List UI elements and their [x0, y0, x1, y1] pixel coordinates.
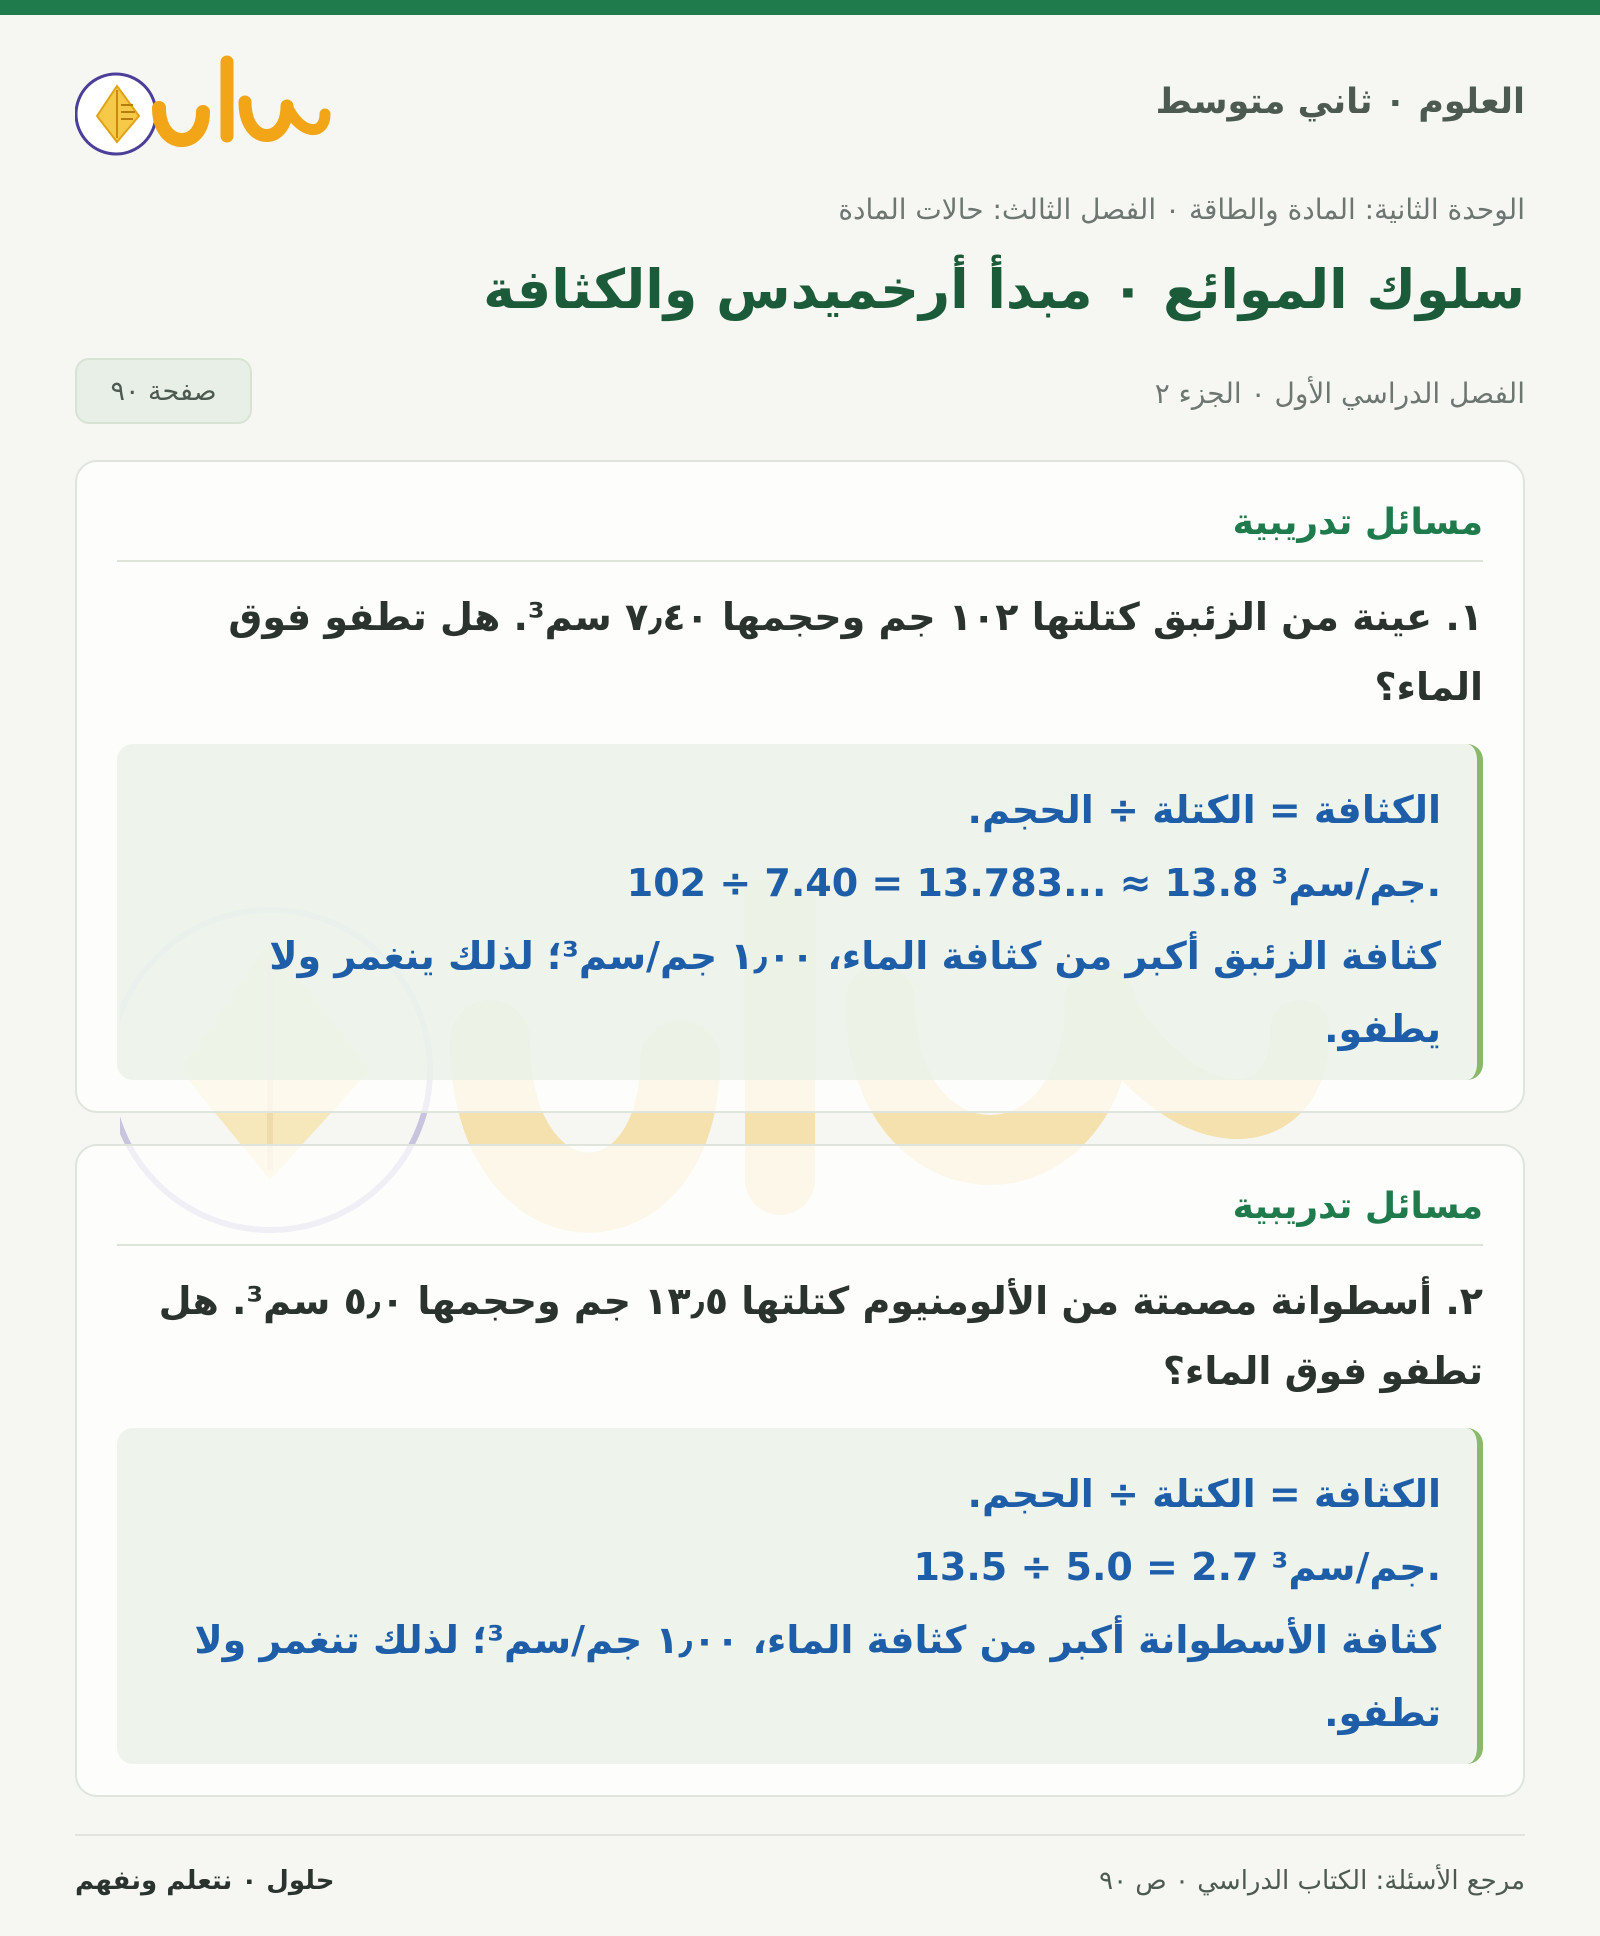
- question-text: ٢. أسطوانة مصمتة من الألومنيوم كتلتها ١٣٫٥ جم وحجمها ٥٫٠ سم³. هل تطفو فوق الماء؟: [158, 1279, 1483, 1393]
- answer-formula: الكثافة = الكتلة ÷ الحجم.: [967, 788, 1441, 832]
- page-title: سلوك الموائع ٠ مبدأ أرخميدس والكثافة: [483, 258, 1525, 321]
- card-heading: مسائل تدريبية: [117, 1186, 1483, 1246]
- header: [75, 50, 1525, 170]
- subject-label: العلوم ٠ ثاني متوسط: [1155, 82, 1525, 122]
- question-text: ١. عينة من الزئبق كتلتها ١٠٢ جم وحجمها ٧٫٤٠ سم³. هل تطفو فوق الماء؟: [228, 595, 1483, 709]
- answer-box: [117, 744, 1483, 1080]
- site-logo[interactable]: [75, 50, 335, 170]
- semester-label: الفصل الدراسي الأول ٠ الجزء ٢: [1154, 377, 1525, 410]
- page-number-badge: صفحة ٩٠: [75, 358, 252, 424]
- logo-text: حلول: [202, 162, 205, 163]
- answer-calculation: 13.5 ÷ 5.0 = 2.7 جم/سم³.: [913, 1545, 1441, 1589]
- answer-conclusion: كثافة الزئبق أكبر من كثافة الماء، ١٫٠٠ جم/سم³؛ لذلك ينغمر ولا يطفو.: [269, 934, 1441, 1051]
- breadcrumb: الوحدة الثانية: المادة والطاقة ٠ الفصل الثالث: حالات المادة: [838, 193, 1525, 226]
- footer-reference: مرجع الأسئلة: الكتاب الدراسي ٠ ص ٩٠: [1099, 1866, 1525, 1896]
- practice-card-1: [75, 460, 1525, 1113]
- answer-formula: الكثافة = الكتلة ÷ الحجم.: [967, 1472, 1441, 1516]
- practice-card-2: [75, 1144, 1525, 1797]
- card-heading: مسائل تدريبية: [117, 502, 1483, 562]
- footer-divider: [75, 1834, 1525, 1836]
- footer-brand[interactable]: حلول ٠ نتعلم ونفهم: [75, 1866, 335, 1896]
- answer-calculation: 102 ÷ 7.40 = 13.783... ≈ 13.8 جم/سم³.: [626, 861, 1441, 905]
- answer-box: [117, 1428, 1483, 1764]
- top-accent-bar: [0, 0, 1600, 15]
- answer-conclusion: كثافة الأسطوانة أكبر من كثافة الماء، ١٫٠٠ جم/سم³؛ لذلك تنغمر ولا تطفو.: [194, 1618, 1441, 1735]
